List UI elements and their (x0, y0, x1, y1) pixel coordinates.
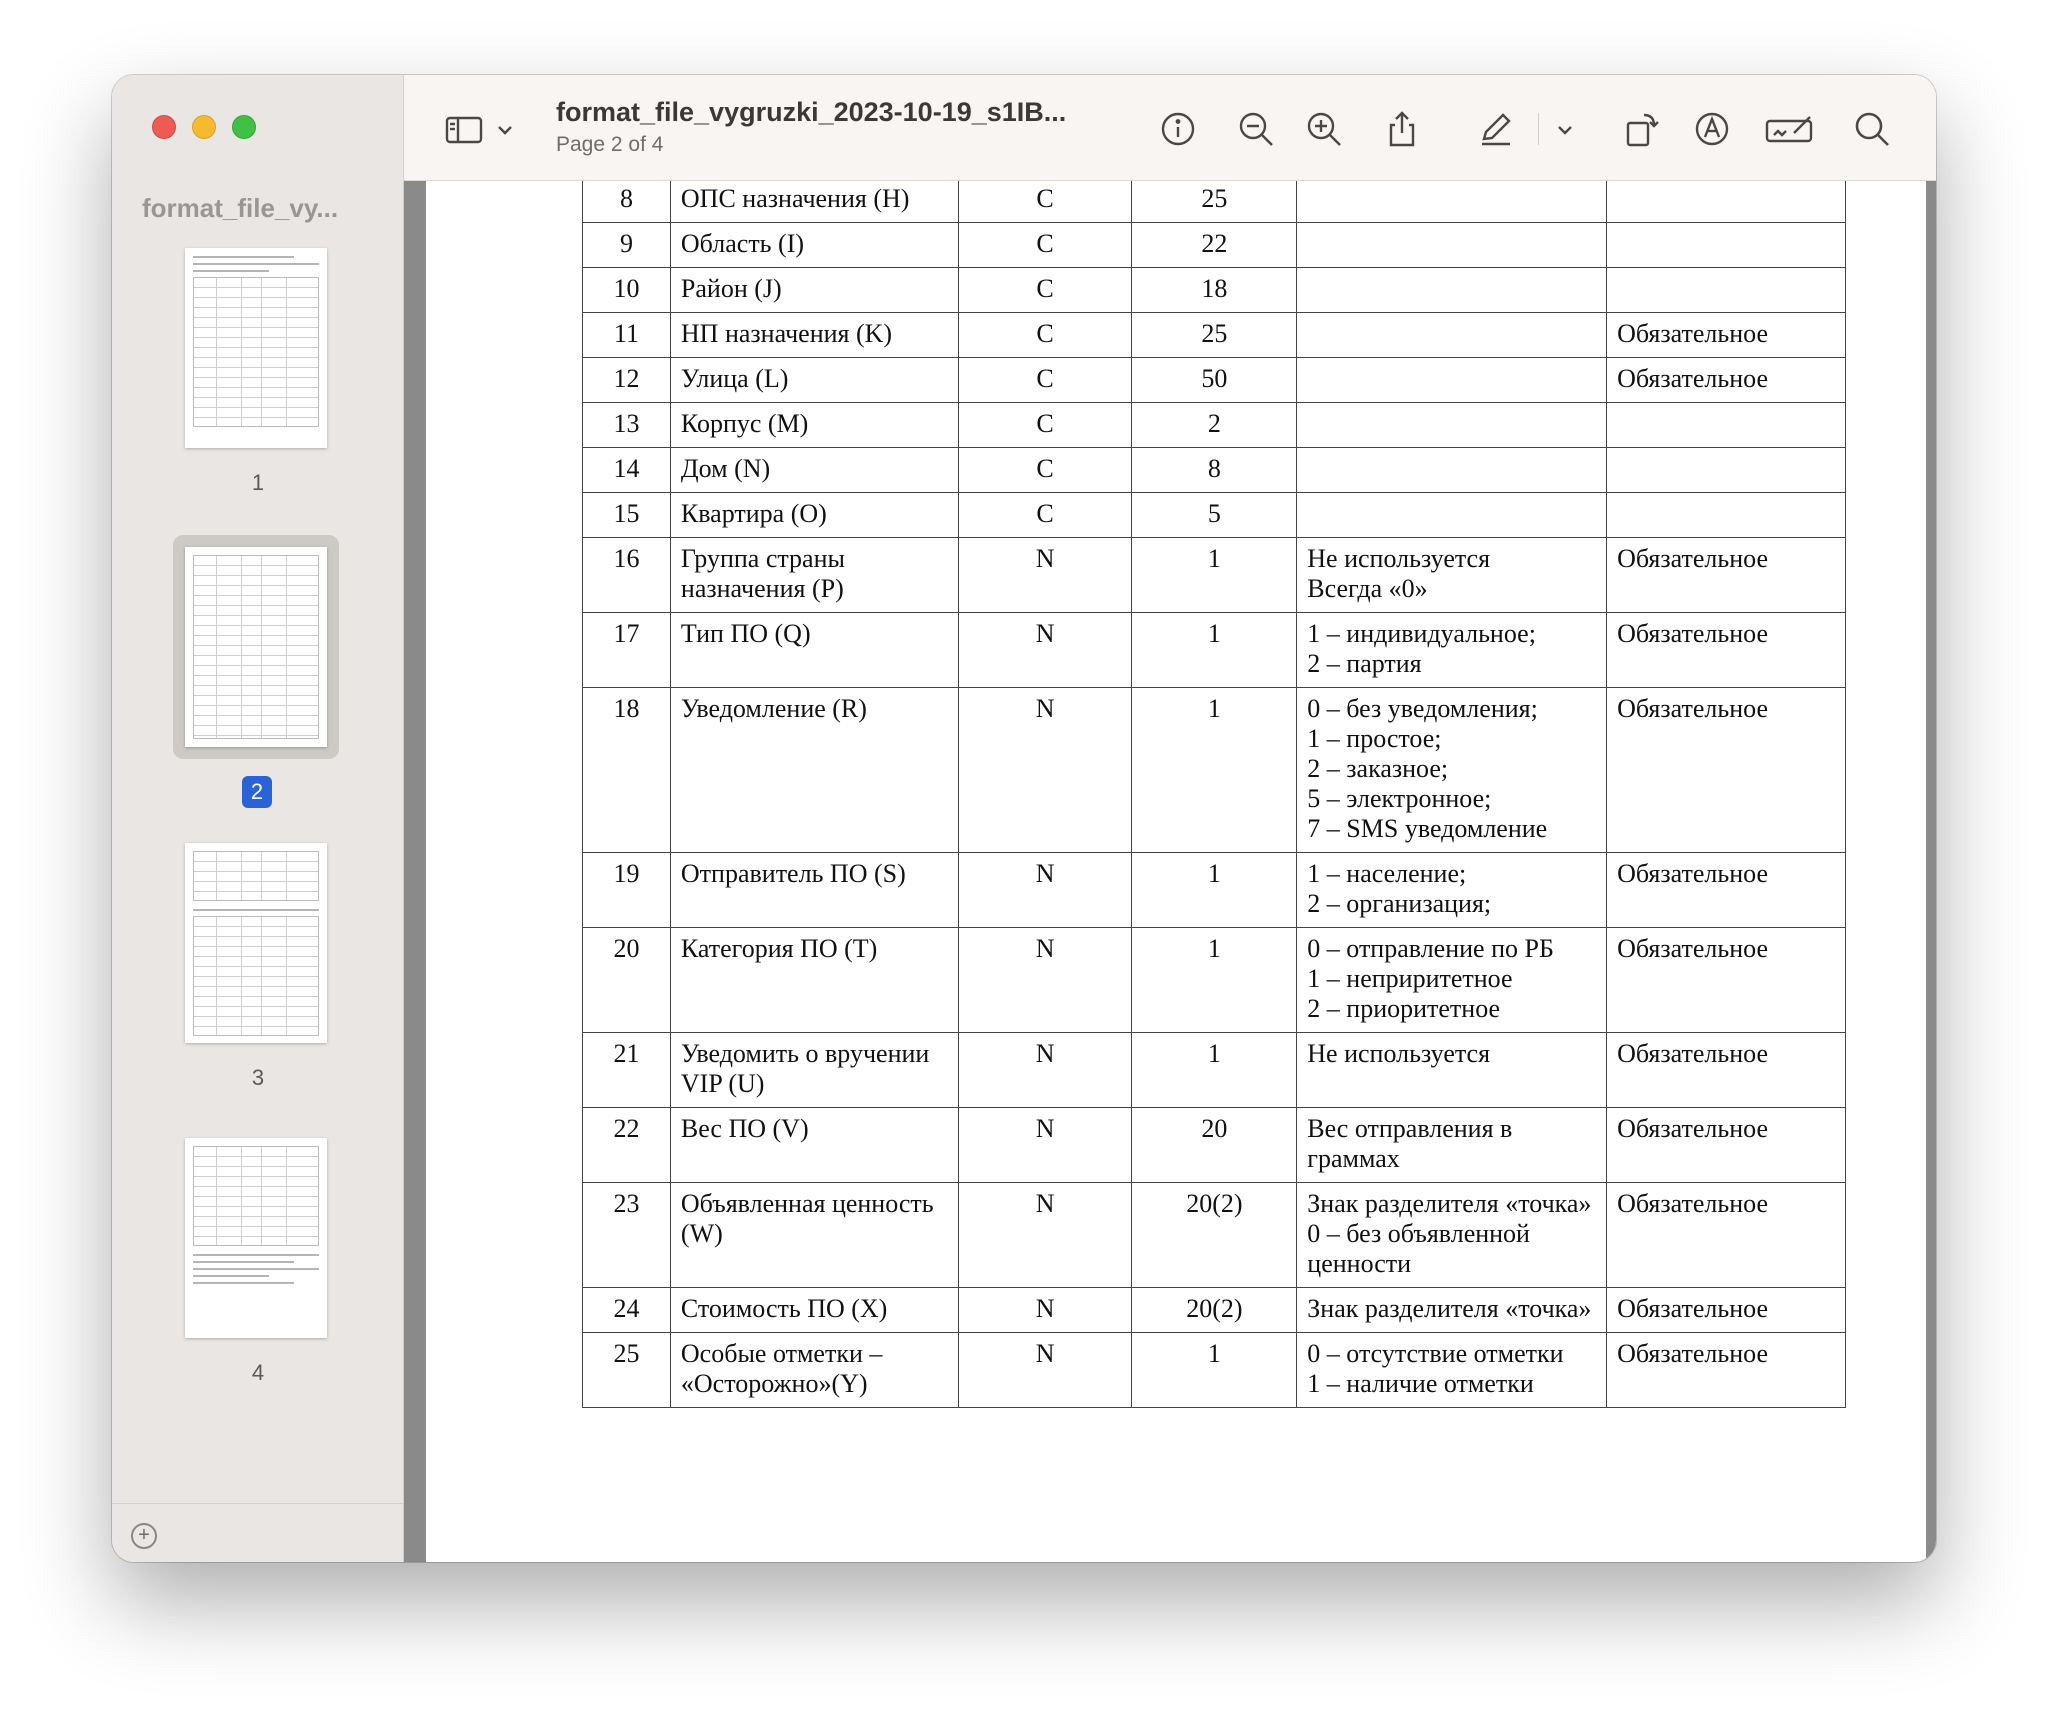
row-number-cell: 10 (583, 268, 671, 313)
page-thumbnail-label: 2 (242, 776, 272, 808)
close-window-button[interactable] (152, 115, 176, 139)
field-description-cell: Знак разделителя «точка» (1297, 1288, 1607, 1333)
row-number-cell: 9 (583, 223, 671, 268)
field-length-cell: 1 (1132, 538, 1297, 613)
field-description-cell (1297, 313, 1607, 358)
field-description-cell: Знак разделителя «точка» 0 – без объявленной ценности (1297, 1183, 1607, 1288)
field-length-cell: 1 (1132, 928, 1297, 1033)
field-length-cell: 20(2) (1132, 1183, 1297, 1288)
sidebar-document-title: format_file_vy... (142, 193, 339, 223)
row-number-cell: 22 (583, 1108, 671, 1183)
field-required-cell: Обязательное (1607, 313, 1846, 358)
table-row (583, 1333, 1846, 1408)
field-length-cell: 22 (1132, 223, 1297, 268)
chevron-down-icon[interactable] (494, 109, 516, 149)
field-type-cell: N (958, 688, 1132, 853)
add-page-button[interactable]: + (131, 1523, 157, 1549)
field-length-cell: 5 (1132, 493, 1297, 538)
row-number-cell: 17 (583, 613, 671, 688)
row-number-cell: 8 (583, 181, 671, 223)
field-name-cell: Особые отметки – «Осторожно»(Y) (670, 1333, 958, 1408)
field-required-cell (1607, 268, 1846, 313)
page-thumbnail-image[interactable] (185, 1138, 327, 1338)
row-number-cell: 12 (583, 358, 671, 403)
table-row (583, 613, 1846, 688)
field-description-cell: 1 – индивидуальное; 2 – партия (1297, 613, 1607, 688)
field-name-cell: Район (J) (670, 268, 958, 313)
field-type-cell: C (958, 493, 1132, 538)
field-length-cell: 2 (1132, 403, 1297, 448)
table-row (583, 493, 1846, 538)
info-icon[interactable] (1158, 109, 1198, 149)
zoom-in-icon[interactable] (1304, 109, 1344, 149)
field-name-cell: Категория ПО (T) (670, 928, 958, 1033)
field-name-cell: Объявленная ценность (W) (670, 1183, 958, 1288)
toolbar (404, 75, 1936, 181)
table-row (583, 358, 1846, 403)
row-number-cell: 18 (583, 688, 671, 853)
row-number-cell: 13 (583, 403, 671, 448)
signature-icon[interactable] (1764, 109, 1814, 149)
field-description-cell: 0 – отправление по РБ 1 – неприритетное 2 – приоритетное (1297, 928, 1607, 1033)
table-row (583, 1288, 1846, 1333)
field-type-cell: N (958, 1033, 1132, 1108)
document-title: format_file_vygruzki_2023-10-19_s1IB... (556, 97, 1067, 127)
field-required-cell: Обязательное (1607, 1288, 1846, 1333)
table-row (583, 928, 1846, 1033)
table-row (583, 688, 1846, 853)
table-row (583, 853, 1846, 928)
field-name-cell: НП назначения (K) (670, 313, 958, 358)
field-type-cell: N (958, 613, 1132, 688)
row-number-cell: 11 (583, 313, 671, 358)
page-indicator: Page 2 of 4 (556, 133, 664, 156)
field-description-cell (1297, 358, 1607, 403)
field-required-cell: Обязательное (1607, 1183, 1846, 1288)
page-thumbnail-label: 3 (251, 1065, 265, 1090)
field-name-cell: Квартира (O) (670, 493, 958, 538)
field-length-cell: 20 (1132, 1108, 1297, 1183)
markup-icon[interactable] (1692, 109, 1732, 149)
field-required-cell: Обязательное (1607, 1333, 1846, 1408)
field-name-cell: Отправитель ПО (S) (670, 853, 958, 928)
field-description-cell (1297, 181, 1607, 223)
field-required-cell (1607, 223, 1846, 268)
markup-pen-icon[interactable] (1476, 109, 1516, 149)
field-description-cell (1297, 403, 1607, 448)
field-description-cell: Вес отправления в граммах (1297, 1108, 1607, 1183)
field-type-cell: C (958, 448, 1132, 493)
row-number-cell: 25 (583, 1333, 671, 1408)
field-type-cell: C (958, 223, 1132, 268)
field-name-cell: Дом (N) (670, 448, 958, 493)
row-number-cell: 15 (583, 493, 671, 538)
field-name-cell: Уведомление (R) (670, 688, 958, 853)
document-view[interactable] (404, 181, 1936, 1562)
field-description-cell (1297, 448, 1607, 493)
sidebar-toggle-icon[interactable] (442, 109, 486, 149)
table-row (583, 448, 1846, 493)
field-name-cell: Уведомить о вручении VIP (U) (670, 1033, 958, 1108)
field-format-table (582, 181, 1846, 1408)
field-name-cell: Вес ПО (V) (670, 1108, 958, 1183)
field-length-cell: 20(2) (1132, 1288, 1297, 1333)
field-required-cell: Обязательное (1607, 928, 1846, 1033)
row-number-cell: 16 (583, 538, 671, 613)
field-description-cell: 0 – отсутствие отметки 1 – наличие отметки (1297, 1333, 1607, 1408)
field-required-cell: Обязательное (1607, 358, 1846, 403)
field-required-cell: Обязательное (1607, 1108, 1846, 1183)
table-row (583, 1183, 1846, 1288)
row-number-cell: 19 (583, 853, 671, 928)
field-name-cell: Область (I) (670, 223, 958, 268)
field-name-cell: Тип ПО (Q) (670, 613, 958, 688)
field-name-cell: Группа страны назначения (P) (670, 538, 958, 613)
page-thumbnail-image[interactable] (185, 547, 327, 747)
field-type-cell: N (958, 1108, 1132, 1183)
field-name-cell: Улица (L) (670, 358, 958, 403)
field-description-cell (1297, 268, 1607, 313)
field-required-cell: Обязательное (1607, 1033, 1846, 1108)
field-description-cell: Не используется Всегда «0» (1297, 538, 1607, 613)
search-icon[interactable] (1852, 109, 1892, 149)
row-number-cell: 21 (583, 1033, 671, 1108)
field-required-cell (1607, 181, 1846, 223)
field-name-cell: Стоимость ПО (X) (670, 1288, 958, 1333)
table-row (583, 268, 1846, 313)
thumbnail-sidebar (112, 75, 404, 1562)
preview-window (112, 75, 1936, 1562)
field-length-cell: 25 (1132, 181, 1297, 223)
table-row (583, 223, 1846, 268)
row-number-cell: 20 (583, 928, 671, 1033)
field-type-cell: N (958, 853, 1132, 928)
zoom-window-button[interactable] (232, 115, 256, 139)
field-type-cell: N (958, 1333, 1132, 1408)
table-row (583, 313, 1846, 358)
field-type-cell: C (958, 268, 1132, 313)
field-type-cell: N (958, 538, 1132, 613)
field-description-cell: 0 – без уведомления; 1 – простое; 2 – заказное; 5 – электронное; 7 – SMS уведомление (1297, 688, 1607, 853)
field-type-cell: N (958, 928, 1132, 1033)
zoom-out-icon[interactable] (1236, 109, 1276, 149)
field-length-cell: 18 (1132, 268, 1297, 313)
field-required-cell: Обязательное (1607, 853, 1846, 928)
field-name-cell: Корпус (M) (670, 403, 958, 448)
sidebar-divider (112, 1503, 404, 1504)
field-type-cell: C (958, 313, 1132, 358)
table-row (583, 403, 1846, 448)
field-required-cell (1607, 403, 1846, 448)
field-required-cell: Обязательное (1607, 688, 1846, 853)
row-number-cell: 14 (583, 448, 671, 493)
field-type-cell: C (958, 181, 1132, 223)
field-name-cell: ОПС назначения (H) (670, 181, 958, 223)
field-length-cell: 1 (1132, 613, 1297, 688)
chevron-down-icon[interactable] (1554, 109, 1576, 149)
minimize-window-button[interactable] (192, 115, 216, 139)
page-thumbnail-label: 1 (251, 470, 265, 495)
row-number-cell: 24 (583, 1288, 671, 1333)
field-type-cell: C (958, 403, 1132, 448)
toolbar-separator (1538, 113, 1539, 145)
field-type-cell: N (958, 1183, 1132, 1288)
field-length-cell: 1 (1132, 688, 1297, 853)
table-row (583, 181, 1846, 223)
field-required-cell (1607, 448, 1846, 493)
field-required-cell: Обязательное (1607, 538, 1846, 613)
field-type-cell: N (958, 1288, 1132, 1333)
row-number-cell: 23 (583, 1183, 671, 1288)
field-length-cell: 1 (1132, 1033, 1297, 1108)
field-required-cell (1607, 493, 1846, 538)
table-row (583, 1108, 1846, 1183)
field-description-cell (1297, 223, 1607, 268)
share-icon[interactable] (1382, 109, 1422, 149)
page-thumbnail-label: 4 (251, 1360, 265, 1385)
field-length-cell: 1 (1132, 1333, 1297, 1408)
field-length-cell: 25 (1132, 313, 1297, 358)
page-thumbnail-image[interactable] (185, 843, 327, 1043)
field-type-cell: C (958, 358, 1132, 403)
field-length-cell: 1 (1132, 853, 1297, 928)
field-length-cell: 50 (1132, 358, 1297, 403)
table-row (583, 538, 1846, 613)
rotate-icon[interactable] (1622, 109, 1662, 149)
field-description-cell: 1 – население; 2 – организация; (1297, 853, 1607, 928)
field-description-cell (1297, 493, 1607, 538)
table-row (583, 1033, 1846, 1108)
field-required-cell: Обязательное (1607, 613, 1846, 688)
page-thumbnail-image[interactable] (185, 248, 327, 448)
field-length-cell: 8 (1132, 448, 1297, 493)
pdf-page (426, 181, 1926, 1562)
field-description-cell: Не используется (1297, 1033, 1607, 1108)
